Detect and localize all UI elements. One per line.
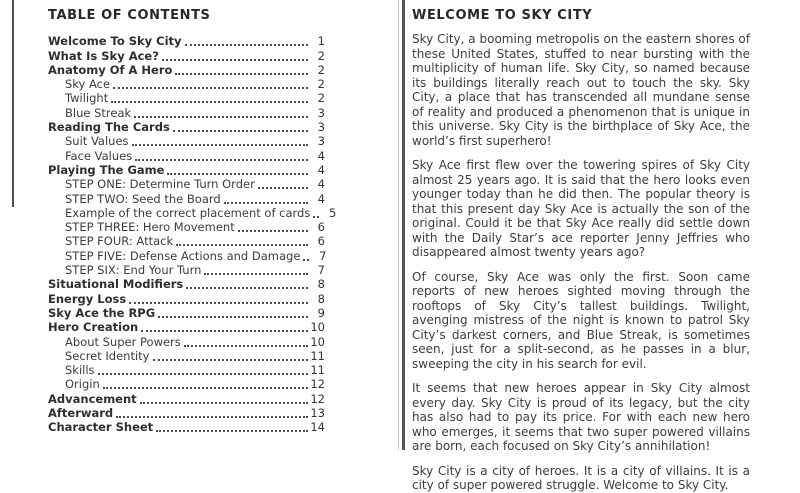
toc-entry[interactable] (48, 363, 325, 377)
toc-entry[interactable] (48, 234, 325, 248)
toc-entry-label: Sky Ace (65, 77, 111, 92)
toc-page-number: 10 (310, 320, 325, 335)
toc-entry[interactable] (48, 148, 325, 162)
toc-page-number: 2 (317, 77, 325, 92)
toc-entry-label: What Is Sky Ace? (48, 48, 159, 63)
toc-entry-label: Hero Creation (48, 320, 139, 335)
toc-leader-dots (238, 230, 308, 232)
toc-entry-label: STEP THREE: Hero Movement (65, 220, 235, 235)
toc-entry-label: Character Sheet (48, 420, 154, 435)
toc-title: TABLE OF CONTENTS (48, 8, 211, 23)
toc-entry[interactable] (48, 306, 325, 320)
toc-leader-dots (186, 287, 308, 289)
toc-page-number: 10 (310, 334, 325, 349)
toc-page-number: 9 (317, 305, 325, 320)
toc-entry-label: Reading The Cards (48, 120, 170, 135)
toc-leader-dots (173, 130, 308, 132)
toc-entry[interactable] (48, 163, 325, 177)
body-paragraph: Of course, Sky Ace was only the first. Soon came reports of new heroes sighted moving through the rooftops of Sky City’s tallest buildings. Twilight, avenging mistress of the night is known to patrol Sky City’s darkest corners, and Blue Streak, is sometimes seen, just for a split-second, as he passes in a blur, sweeping the city in his search for evil. (412, 269, 750, 371)
toc-page-number: 8 (317, 291, 325, 306)
toc-page-number: 14 (310, 420, 325, 435)
toc-entry-label: Playing The Game (48, 162, 165, 177)
toc-entry[interactable] (48, 63, 325, 77)
toc-leader-dots (141, 330, 308, 332)
toc-page-number: 8 (317, 277, 325, 292)
toc-entry[interactable] (48, 220, 325, 234)
toc-leader-dots (134, 116, 308, 118)
toc-leader-dots (113, 87, 308, 89)
toc-leader-dots (158, 316, 308, 318)
toc-page-number: 12 (310, 391, 325, 406)
toc-page-number: 2 (317, 48, 325, 63)
toc-entry[interactable] (48, 191, 325, 205)
toc-entry-label: Face Values (65, 148, 133, 163)
toc-page-number: 12 (310, 377, 325, 392)
body-paragraphs (412, 32, 750, 493)
toc-page-number: 1 (317, 34, 325, 49)
toc-leader-dots (184, 345, 308, 347)
toc-page-number: 4 (317, 148, 325, 163)
toc-entry-label: Suit Values (65, 134, 129, 149)
toc-leader-dots (204, 273, 308, 275)
toc-entry-label: Example of the correct placement of cards (65, 205, 311, 220)
toc-leader-dots (313, 216, 319, 218)
body-paragraph: Sky City is a city of heroes. It is a city of villains. It is a city of super powered struggle. Welcome to Sky City. (412, 463, 750, 492)
toc-page-number: 3 (317, 120, 325, 135)
toc-entry[interactable] (48, 320, 325, 334)
toc-entry[interactable] (48, 205, 337, 220)
toc-leader-dots (224, 202, 308, 204)
toc-page-number: 4 (317, 177, 325, 192)
toc-page-number: 13 (310, 406, 325, 421)
toc-entry[interactable] (48, 406, 325, 420)
toc-leader-dots (156, 430, 308, 432)
toc-page-number: 7 (317, 263, 325, 278)
toc-entry[interactable] (48, 291, 325, 305)
toc-entry[interactable] (48, 277, 325, 291)
toc-page (0, 0, 398, 450)
toc-page-number: 7 (319, 248, 327, 263)
toc-entry-label: Skills (65, 363, 95, 378)
toc-entry[interactable] (48, 120, 325, 134)
welcome-title: WELCOME TO SKY CITY (412, 8, 593, 23)
toc-entry[interactable] (48, 177, 325, 191)
toc-page-number: 11 (310, 363, 325, 378)
body-paragraph: It seems that new heroes appear in Sky City almost every day. Sky City is proud of its legacy, but the city has also had to pay its price. For with each new hero who emerges, it seems that two super powered villains are born, each focused on Sky City’s annihilation! (412, 381, 750, 453)
toc-entry-label: About Super Powers (65, 334, 181, 349)
toc-leader-dots (153, 359, 309, 361)
toc-entry[interactable] (48, 334, 325, 348)
toc-entry-label: STEP TWO: Seed the Board (65, 191, 221, 206)
toc-entry[interactable] (48, 77, 325, 91)
toc-entry[interactable] (48, 91, 325, 105)
toc-leader-dots (116, 416, 308, 418)
toc-leader-dots (258, 187, 308, 189)
toc-leader-dots (111, 101, 308, 103)
toc-entry-label: Secret Identity (65, 348, 150, 363)
toc-entry[interactable] (48, 134, 325, 148)
body-paragraph: Sky Ace first flew over the towering spires of Sky City almost 25 years ago. It is said that the hero looks even younger today than he did then. The popular theory is that this present day Sky Ace is actually the son of the original. Could it be that Sky Ace really did settle down with the Daily Star’s ace reporter Jenny Jeffries who disappeared almost twenty years ago? (412, 158, 750, 259)
toc-entry-label: STEP FIVE: Defense Actions and Damage (65, 248, 301, 263)
toc-page-number: 4 (317, 191, 325, 206)
page-divider (398, 0, 405, 450)
toc-leader-dots (167, 173, 308, 175)
toc-page-number: 4 (317, 162, 325, 177)
toc-entry[interactable] (48, 248, 325, 262)
toc-leader-dots (129, 302, 308, 304)
toc-page-number: 11 (310, 348, 325, 363)
toc-leader-dots (103, 387, 308, 389)
toc-entry-label: Sky Ace the RPG (48, 305, 156, 320)
welcome-page (405, 0, 750, 492)
toc-entry[interactable] (48, 391, 325, 405)
toc-entry-label: Blue Streak (65, 105, 132, 120)
toc-list (48, 34, 337, 435)
toc-entry-label: STEP FOUR: Attack (65, 234, 174, 249)
toc-leader-dots (162, 59, 308, 61)
toc-entry-label: Afterward (48, 406, 114, 421)
toc-entry-label: STEP SIX: End Your Turn (65, 263, 202, 278)
toc-page-number: 6 (317, 220, 325, 235)
toc-leader-dots (140, 402, 308, 404)
toc-entry-label: Advancement (48, 391, 137, 406)
toc-page-number: 3 (317, 105, 325, 120)
toc-leader-dots (175, 73, 308, 75)
toc-entry[interactable] (48, 377, 325, 391)
toc-entry[interactable] (48, 105, 325, 119)
toc-leader-dots (185, 44, 308, 46)
toc-entry[interactable] (48, 34, 325, 48)
toc-entry-label: STEP ONE: Determine Turn Order (65, 177, 255, 192)
toc-page-number: 6 (317, 234, 325, 249)
toc-entry[interactable] (48, 263, 325, 277)
toc-entry[interactable] (48, 420, 325, 434)
toc-leader-dots (132, 144, 308, 146)
toc-leader-dots (303, 259, 309, 261)
toc-leader-dots (135, 159, 308, 161)
toc-page-number: 2 (317, 91, 325, 106)
toc-leader-dots (176, 244, 308, 246)
toc-entry-label: Situational Modifiers (48, 277, 184, 292)
toc-page-number: 5 (329, 205, 337, 220)
toc-leader-dots (98, 373, 308, 375)
toc-entry-label: Twilight (65, 91, 109, 106)
toc-entry-label: Energy Loss (48, 291, 127, 306)
toc-entry[interactable] (48, 349, 325, 363)
toc-entry-label: Origin (65, 377, 100, 392)
toc-page-number: 3 (317, 134, 325, 149)
toc-entry-label: Anatomy Of A Hero (48, 62, 173, 77)
body-paragraph: Sky City, a booming metropolis on the eastern shores of these United States, stuffed to near bursting with the multiplicity of human life. Sky City, so named because its buildings literally reach out to touch the sky. Sky City, a place that has transcended all mundane sense of reality and produced a phenomenon that is unique in this universe. Sky City is the birthplace of Sky Ace, the world’s first superhero! (412, 32, 750, 148)
toc-entry-label: Welcome To Sky City (48, 34, 182, 49)
toc-page-number: 2 (317, 62, 325, 77)
toc-entry[interactable] (48, 48, 325, 62)
